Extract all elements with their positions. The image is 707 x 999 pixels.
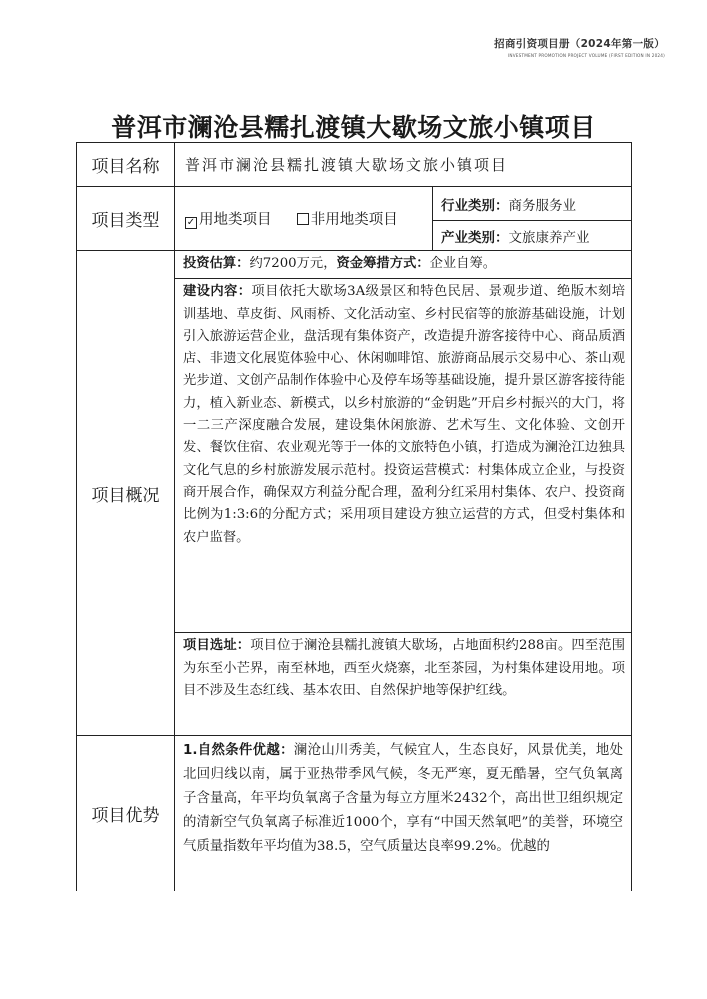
project-name-label: 项目名称 [77,143,175,187]
industry-cell [433,187,632,221]
advantage-title: 1.自然条件优越： [183,743,294,759]
advantage-cell [175,736,632,891]
investment-label: 投资估算： [183,256,250,271]
page-title: 普洱市澜沧县糯扎渡镇大歇场文旅小镇项目 [111,113,596,142]
site-label: 项目选址： [183,638,251,654]
construction-label: 建设内容： [183,284,252,300]
project-type-options [175,187,433,251]
sector-label: 产业类别： [441,229,509,246]
site-text: 项目位于澜沧县糯扎渡镇大歇场，占地面积约288亩。四至范围为东至小芒界，南至林地，西至火烧寨，北至茶园，为村集体建设用地。项目不涉及生态红线、基本农田、自然保护地等保护红线。 [183,638,626,698]
industry-label: 行业类别： [441,197,509,214]
investment-value: 约7200万元， [249,256,337,271]
nonland-option-label: 非用地类项目 [310,212,398,228]
land-option-label: 用地类项目 [199,212,272,228]
construction-cell [175,279,632,633]
funding-value: 企业自筹。 [429,256,497,271]
land-checkbox-icon[interactable]: ✓ [186,217,196,228]
booklet-subtitle: INVESTMENT PROMOTION PROJECT VOLUME (FIRST EDITION IN 2024) [507,53,665,58]
investment-cell [175,251,632,279]
project-table [76,142,632,891]
nonland-checkbox-icon[interactable] [297,213,309,225]
booklet-title: 招商引资项目册（2024年第一版） [494,38,665,50]
funding-label: 资金筹措方式： [336,256,430,271]
project-type-label: 项目类型 [77,187,175,251]
site-cell [175,633,632,736]
sector-value: 文旅康养产业 [508,229,590,246]
advantage-text: 澜沧山川秀美，气候宜人，生态良好，风景优美，地处北回归线以南，属于亚热带季风气候，冬无严寒，夏无酷暑，空气负氧离子含量高，年平均负氧离子含量为每立方厘米2432个，高出世卫组织规定的清新空气负氧离子标准近1000个，享有“中国天然氧吧”的美誉，环境空气质量指数年平均值为38.5，空气质量达良率99.2%。优越的 [183,743,624,855]
project-name-value: 普洱市澜沧县糯扎渡镇大歇场文旅小镇项目 [175,143,632,187]
advantage-label: 项目优势 [77,736,175,891]
construction-text: 项目依托大歇场3A级景区和特色民居、景观步道、绝版木刻培训基地、草皮街、风雨桥、文化活动室、乡村民宿等的旅游基础设施，计划引入旅游运营企业，盘活现有集体资产，改造提升游客接待中心、商品质酒店、非遗文化展览体验中心、休闲咖啡馆、旅游商品展示交易中心、茶山观光步道、文创产品制作体验中心及停车场等基础设施，提升景区游客接待能力，植入新业态、新模式，以乡村旅游的“金钥匙”开启乡村振兴的大门，将一二三产深度融合发展，建设集休闲旅游、艺术写生、文化体验、文创开发、餐饮住宿、农业观光等于一体的文旅特色小镇，打造成为澜沧江边独具文化气息的乡村旅游发展示范村。投资运营模式：村集体成立企业，与投资商开展合作，确保双方利益分配合理，盈利分红采用村集体、农户、投资商比例为1:3:6的分配方式；采用项目建设方独立运营的方式，但受村集体和农户监督。 [183,284,626,545]
industry-value: 商务服务业 [508,197,576,214]
booklet-header [494,36,665,58]
overview-label: 项目概况 [77,251,175,736]
sector-cell [433,221,632,251]
